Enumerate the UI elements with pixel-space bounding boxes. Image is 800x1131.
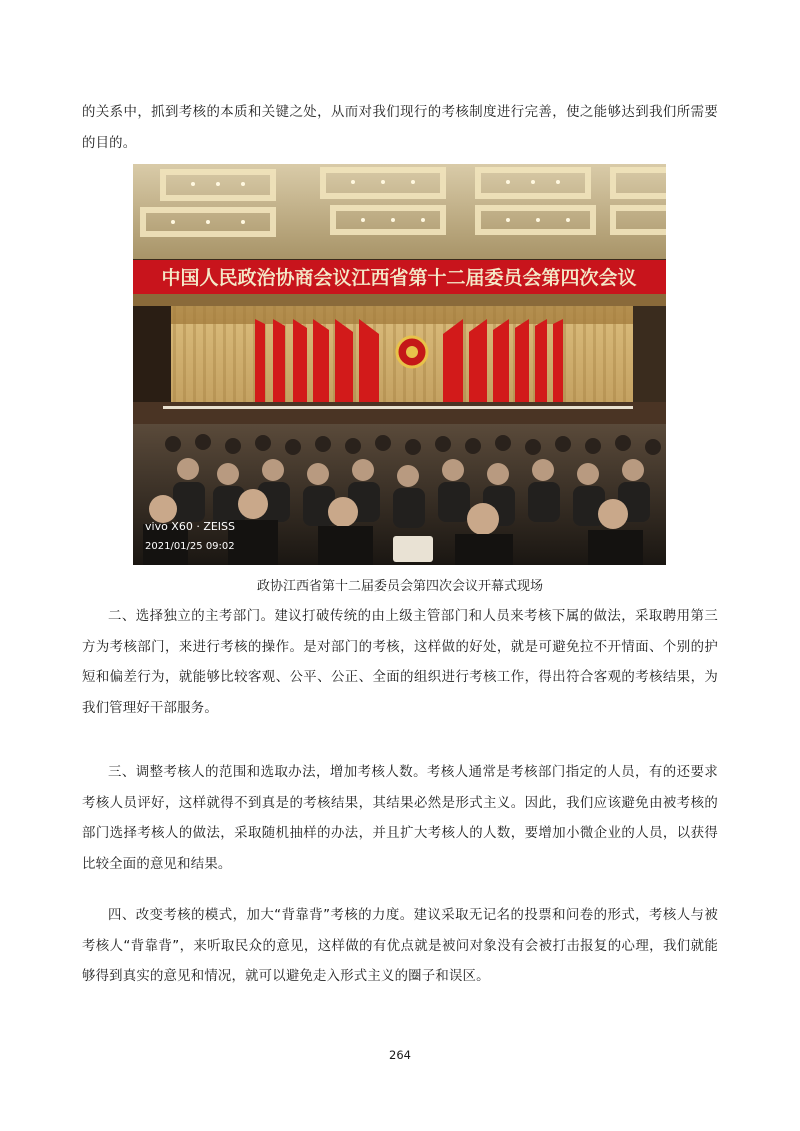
page-number: 264 [389,1048,411,1062]
banner-text: 中国人民政治协商会议江西省第十二届委员会第四次会议 [161,267,637,289]
paragraph-section-4: 四、改变考核的模式，加大“背靠背”考核的力度。建议采取无记名的投票和问卷的形式，考核人与被考核人“背靠背”，来听取民众的意见，这样做的有优点就是被问对象没有会被打击报复的心理，我们就能够得到真实的意见和情况，就可以避免走入形式主义的圈子和误区。 [82,908,718,985]
watermark-datetime: 2021/01/25 09:02 [145,541,235,552]
photo-caption: 政协江西省第十二届委员会第四次会议开幕式现场 [256,579,543,594]
paragraph-section-2: 二、选择独立的主考部门。建议打破传统的由上级主管部门和人员来考核下属的做法，采取聘用第三方为考核部门，来进行考核的操作。是对部门的考核，这样做的好处，就是可避免拉不开情面、个别的护短和偏差行为，就能够比较客观、公平、公正、全面的组织进行考核工作，得出符合客观的考核结果，为我们管理好干部服务。 [82,609,718,716]
paragraph-section-3: 三、调整考核人的范围和选取办法，增加考核人数。考核人通常是考核部门指定的人员，有的还要求考核人员评好，这样就得不到真是的考核结果，其结果必然是形式主义。因此，我们应该避免由被考核的部门选择考核人的做法，采取随机抽样的办法，并且扩大考核人的人数，要增加小微企业的人员，以获得比较全面的意见和结果。 [82,765,718,872]
watermark-brand: vivo X60 · ZEISS [145,520,236,533]
conference-photo [133,164,666,565]
paragraph-continued: 的关系中，抓到考核的本质和关键之处，从而对我们现行的考核制度进行完善，使之能够达到我们所需要的目的。 [82,105,718,151]
